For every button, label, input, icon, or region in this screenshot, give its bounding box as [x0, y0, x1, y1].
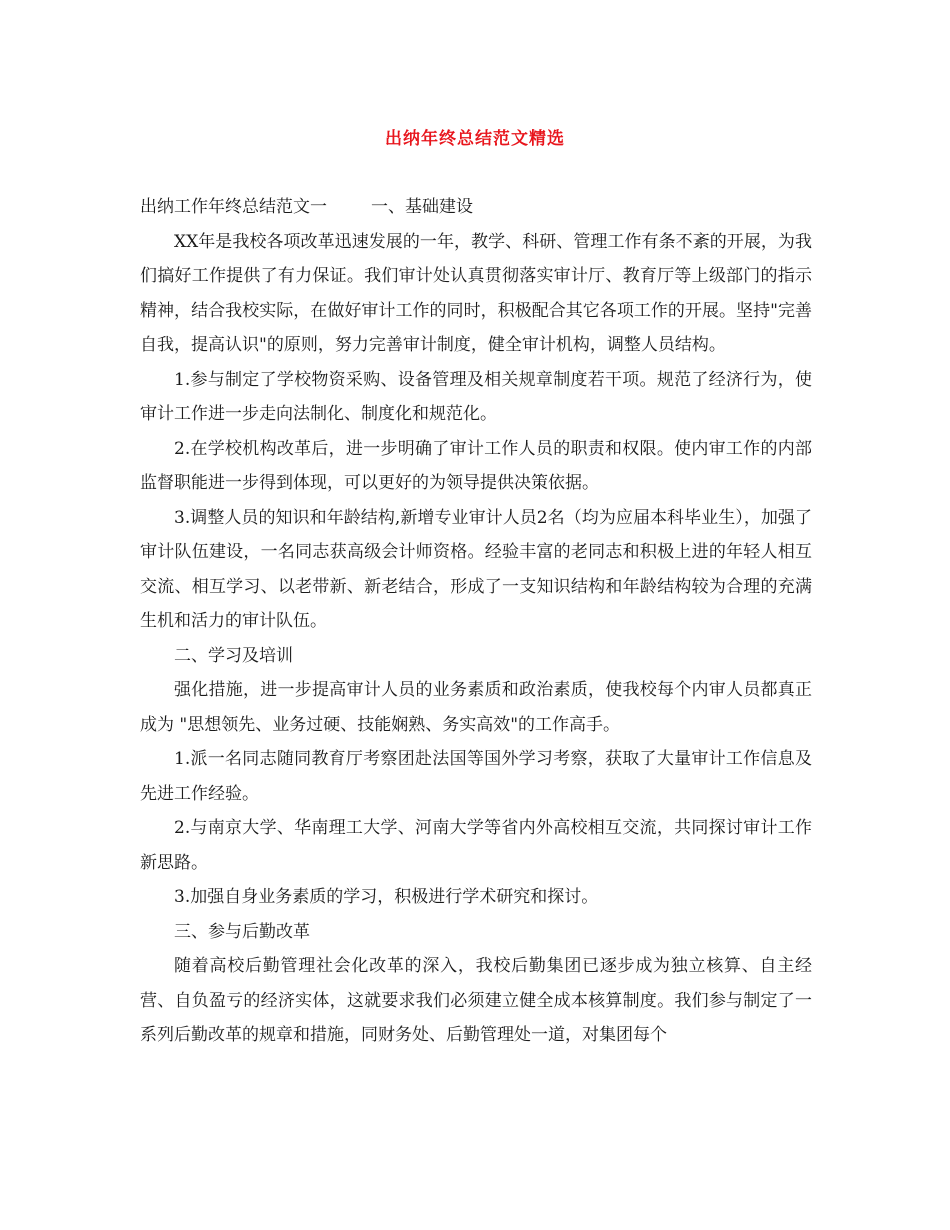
- paragraph: 1.派一名同志随同教育厅考察团赴法国等国外学习考察，获取了大量审计工作信息及先进工作经验。: [140, 749, 812, 804]
- heading-line: [140, 190, 812, 225]
- paragraph: 随着高校后勤管理社会化改革的深入，我校后勤集团已逐步成为独立核算、自主经营、自负盈亏的经济实体，这就要求我们必须建立健全成本核算制度。我们参与制定了一系列后勤改革的规章和措施，同财务处、后勤管理处一道，对集团每个: [140, 956, 812, 1045]
- section-heading: 二、学习及培训: [174, 645, 293, 666]
- paragraph: 3.加强自身业务素质的学习，积极进行学术研究和探讨。: [174, 887, 599, 907]
- document-title: 出纳年终总结范文精选: [385, 129, 565, 149]
- document-body: [140, 190, 812, 1053]
- paragraph: 1.参与制定了学校物资采购、设备管理及相关规章制度若干项。规范了经济行为，使审计工作进一步走向法制化、制度化和规范化。: [140, 369, 812, 424]
- paragraph: XX年是我校各项改革迅速发展的一年，教学、科研、管理工作有条不紊的开展，为我们搞好工作提供了有力保证。我们审计处认真贯彻落实审计厅、教育厅等上级部门的指示精神，结合我校实际，在做好审计工作的同时，积极配合其它各项工作的开展。坚持"完善自我，提高认识"的原则，努力完善审计制度，健全审计机构，调整人员结构。: [140, 231, 812, 355]
- paragraph: 3.调整人员的知识和年龄结构,新增专业审计人员2名（均为应届本科毕业生），加强了审计队伍建设，一名同志获高级会计师资格。经验丰富的老同志和积极上进的年轻人相互交流、相互学习、以老带新、新老结合，形成了一支知识结构和年龄结构较为合理的充满生机和活力的审计队伍。: [140, 507, 812, 631]
- paragraph: 强化措施，进一步提高审计人员的业务素质和政治素质，使我校每个内审人员都真正成为 "思想领先、业务过硬、技能娴熟、务实高效"的工作高手。: [140, 680, 812, 735]
- paragraph: 2.在学校机构改革后，进一步明确了审计工作人员的职责和权限。使内审工作的内部监督职能进一步得到体现，可以更好的为领导提供决策依据。: [140, 438, 812, 493]
- paragraph: 2.与南京大学、华南理工大学、河南大学等省内外高校相互交流，共同探讨审计工作新思路。: [140, 818, 812, 873]
- section-heading: 三、参与后勤改革: [174, 921, 310, 942]
- section-heading-right: 一、基础建设: [371, 197, 473, 217]
- section-heading-left: 出纳工作年终总结范文一: [140, 197, 327, 217]
